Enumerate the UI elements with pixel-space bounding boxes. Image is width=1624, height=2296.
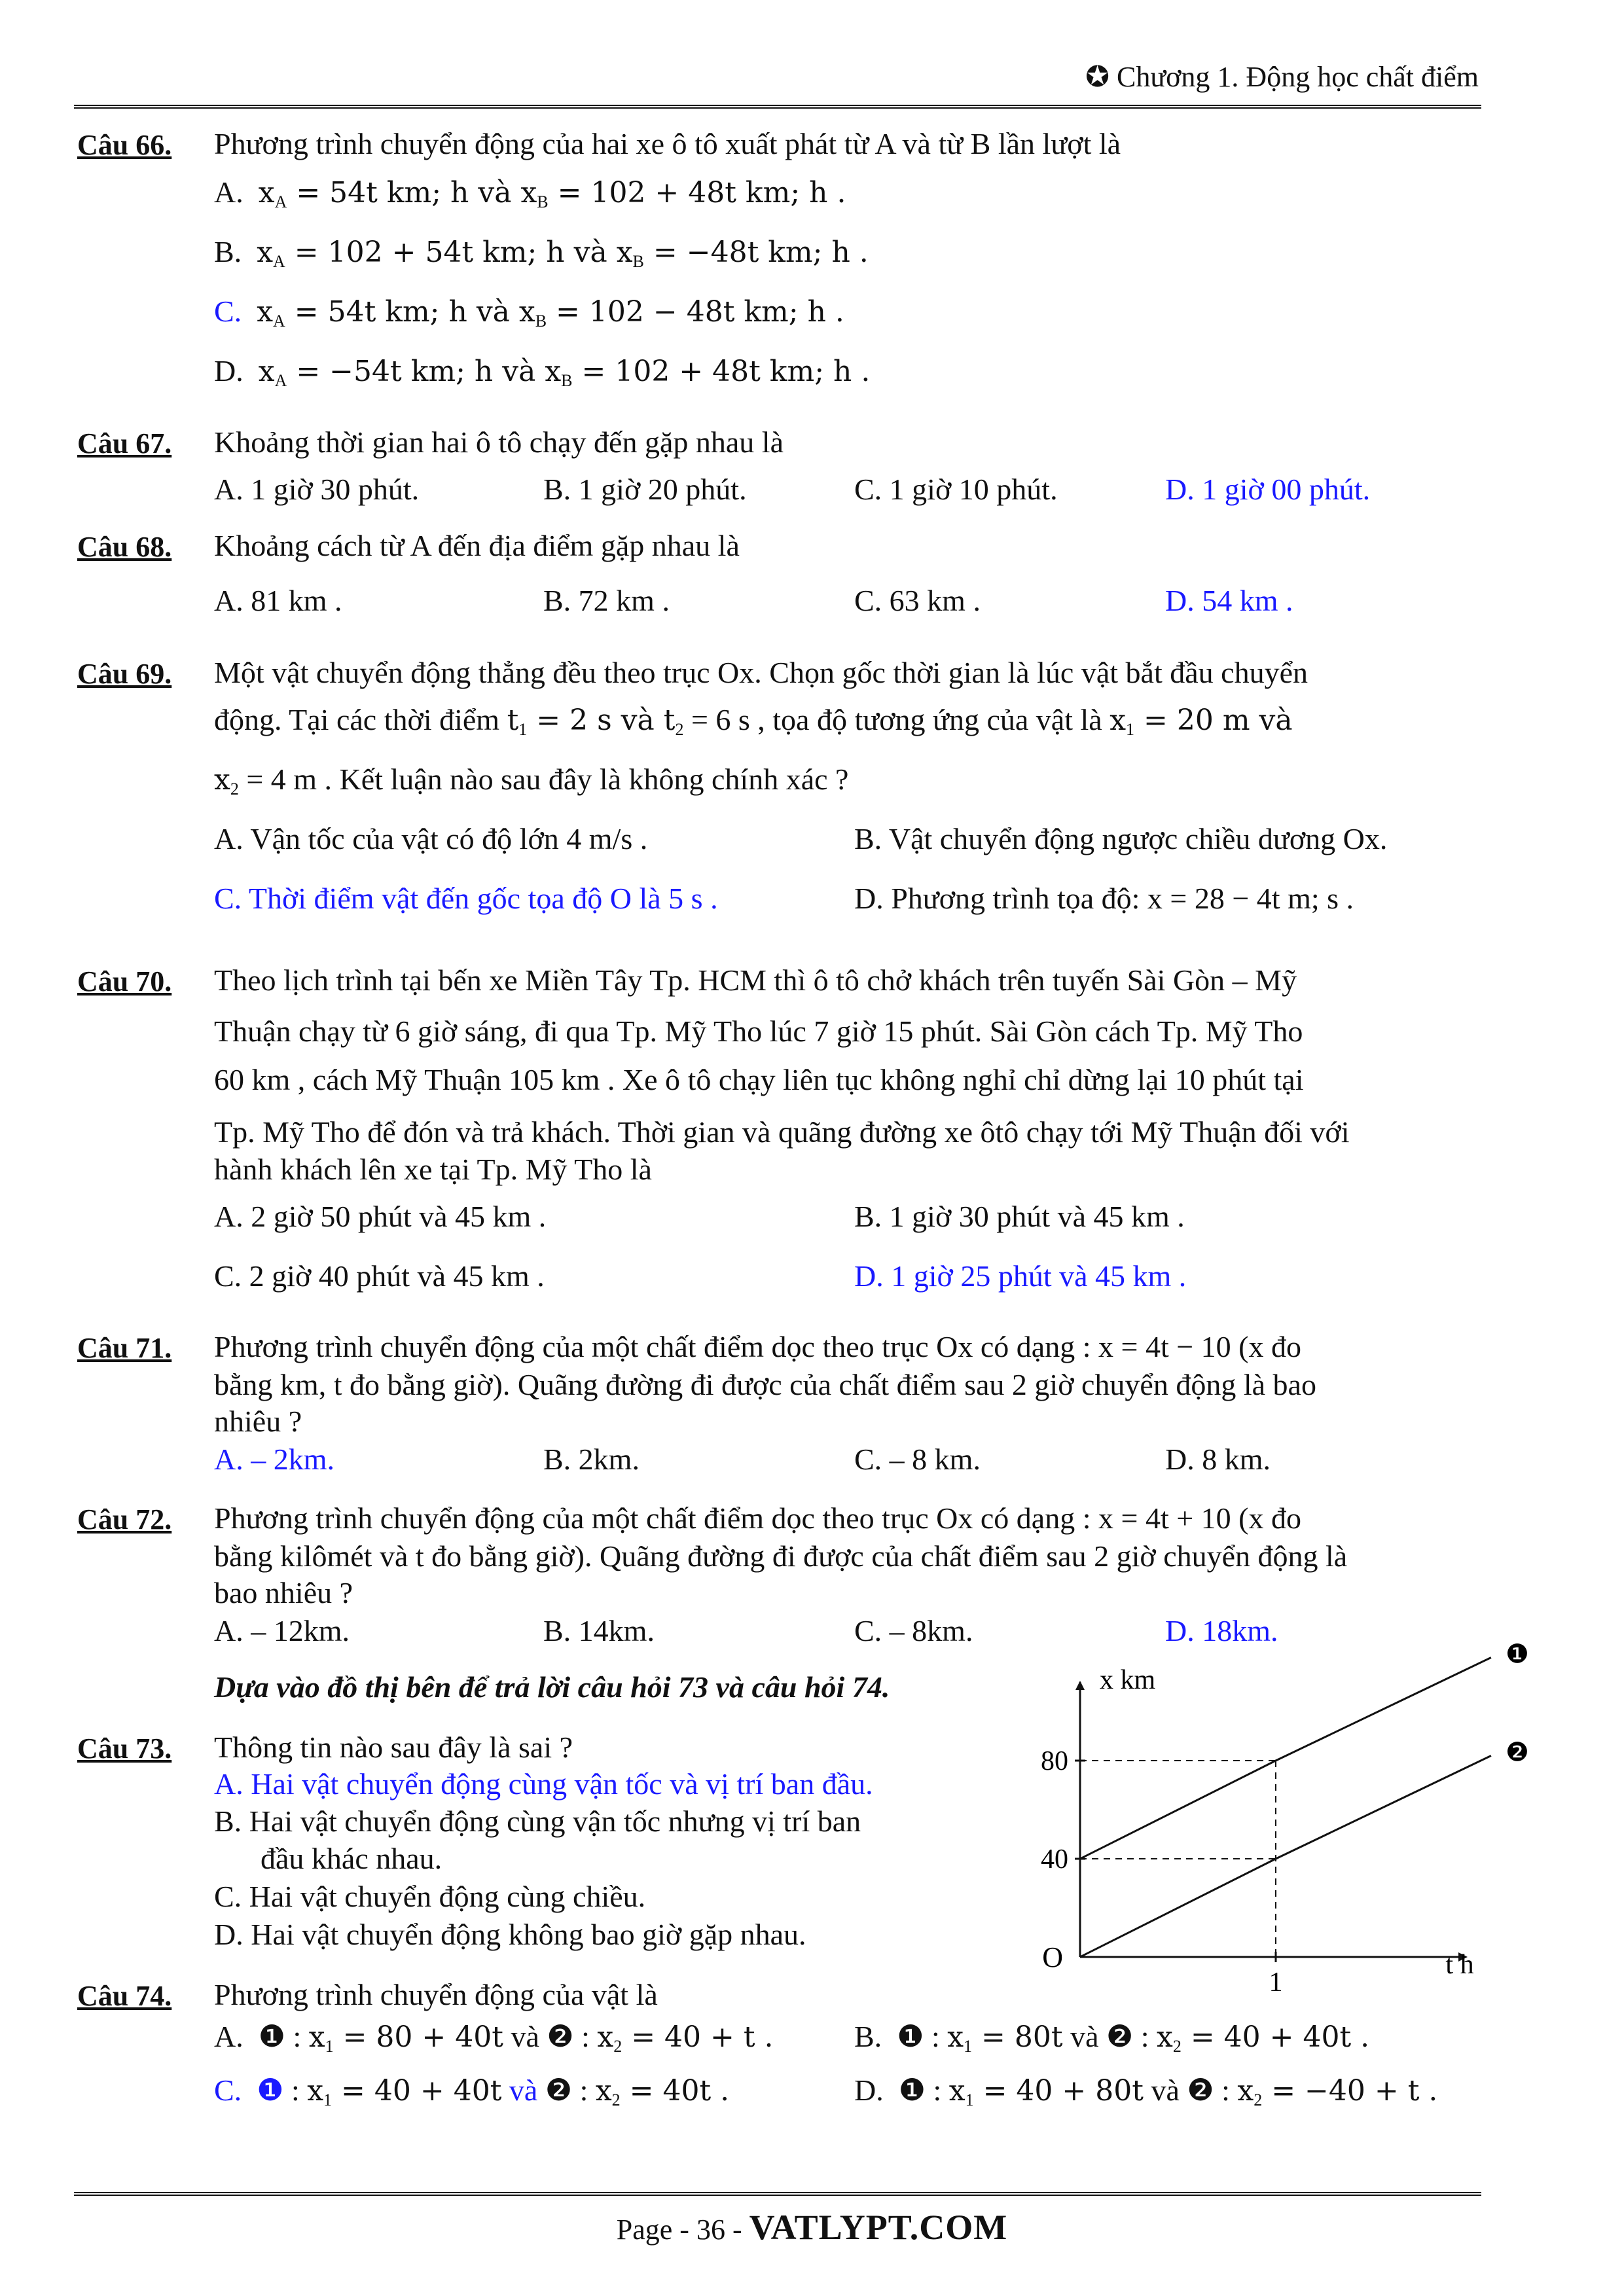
option-a: A. Hai vật chuyển động cùng vận tốc và vị trí ban đầu. (214, 1767, 873, 1801)
option-a: A. Vận tốc của vật có độ lớn 4 m/s . (214, 822, 648, 855)
series-marker-1: ❶ (1505, 1639, 1529, 1669)
series-marker-2: ❷ (1505, 1737, 1529, 1767)
question-label: Câu 72. (77, 1503, 172, 1535)
chapter-header (1085, 60, 1479, 94)
marker-2-icon: ❷ (1187, 2073, 1214, 2107)
question-label: Câu 68. (77, 531, 172, 563)
graph-instruction: Dựa vào đồ thị bên để trả lời câu hỏi 73 và câu hỏi 74. (214, 1670, 890, 1704)
option-d: D. $x_A = -54t$ km; h và $x_B = 102 + 48t$ km; h . (214, 354, 871, 390)
option-d: D. 18km. (1165, 1614, 1278, 1647)
question-label: Câu 67. (77, 427, 172, 459)
option-d: D. 1 giờ 00 phút. (1165, 473, 1371, 506)
site-brand: VATLYPT.COM (749, 2208, 1008, 2247)
question-text: Khoảng cách từ A đến địa điểm gặp nhau là (214, 529, 740, 562)
option-d: D. 54 km . (1165, 584, 1293, 617)
question-text: bao nhiêu ? (214, 1576, 353, 1609)
option-d: D. 1 giờ 25 phút và 45 km . (854, 1259, 1187, 1293)
star-icon: ✪ (1085, 61, 1110, 93)
option-c: C. 1 giờ 10 phút. (854, 473, 1058, 506)
x-axis-label: t h (1445, 1950, 1474, 1980)
option-b: B. ❶ : $x_1 = 80t$ và ❷ : $x_2 = 40 + 40t$ . (854, 2020, 1370, 2056)
question-text: Thuận chạy từ 6 giờ sáng, đi qua Tp. Mỹ Tho lúc 7 giờ 15 phút. Sài Gòn cách Tp. Mỹ Tho (214, 1014, 1303, 1048)
option-c: C. 2 giờ 40 phút và 45 km . (214, 1259, 545, 1293)
option-d: D. Hai vật chuyển động không bao giờ gặp nhau. (214, 1918, 806, 1951)
question-text: Phương trình chuyển động của hai xe ô tô xuất phát từ A và từ B lần lượt là (214, 127, 1121, 160)
marker-1-icon: ❶ (897, 2020, 924, 2053)
footer-rule (74, 2192, 1481, 2196)
option-a: A. 2 giờ 50 phút và 45 km . (214, 1200, 547, 1233)
option-a: A. ❶ : $x_1 = 80 + 40t$ và ❷ : $x_2 = 40 + t$ . (214, 2020, 774, 2056)
option-a: A. 81 km . (214, 584, 342, 617)
option-b-cont: đầu khác nhau. (261, 1842, 442, 1875)
option-a: A. – 12km. (214, 1614, 350, 1647)
option-c: C. 63 km . (854, 584, 981, 617)
question-text: nhiêu ? (214, 1405, 302, 1438)
option-d: D. 8 km. (1165, 1443, 1271, 1476)
option-d: D. Phương trình tọa độ: x = 28 − 4t m; s . (854, 882, 1354, 915)
option-c: C. – 8km. (854, 1614, 973, 1647)
option-a: A. 1 giờ 30 phút. (214, 473, 420, 506)
question-text: Khoảng thời gian hai ô tô chạy đến gặp nhau là (214, 425, 784, 459)
question-text: Thông tin nào sau đây là sai ? (214, 1731, 573, 1764)
question-label: Câu 66. (77, 129, 172, 161)
question-text: Phương trình chuyển động của một chất điểm dọc theo trục Ox có dạng : x = 4t + 10 (x đo (214, 1501, 1301, 1535)
header-rule (74, 105, 1481, 109)
marker-1-icon: ❶ (898, 2073, 926, 2107)
origin-label: O (1042, 1941, 1063, 1973)
marker-2-icon: ❷ (1106, 2020, 1134, 2053)
position-time-graph (1008, 1639, 1529, 1998)
option-c: C. Hai vật chuyển động cùng chiều. (214, 1880, 646, 1913)
x-tick-label: 1 (1269, 1967, 1283, 1998)
question-text: bằng kilômét và t đo bằng giờ). Quãng đường đi được của chất điểm sau 2 giờ chuyển động là (214, 1539, 1348, 1573)
marker-2-icon: ❷ (547, 2020, 574, 2053)
option-d: D. ❶ : $x_1 = 40 + 80t$ và ❷ : $x_2 = -40 + t$ . (854, 2073, 1438, 2109)
option-b: B. Vật chuyển động ngược chiều dương Ox. (854, 822, 1388, 855)
question-text: Theo lịch trình tại bến xe Miền Tây Tp. HCM thì ô tô chở khách trên tuyến Sài Gòn – Mỹ (214, 963, 1297, 997)
y-tick-label: 40 (1041, 1844, 1068, 1874)
question-text: Phương trình chuyển động của một chất điểm dọc theo trục Ox có dạng : x = 4t − 10 (x đo (214, 1330, 1301, 1363)
y-axis-label: x km (1100, 1665, 1156, 1695)
option-b: B. 2km. (543, 1443, 640, 1476)
option-a: A. – 2km. (214, 1443, 334, 1476)
question-label: Câu 71. (77, 1332, 172, 1364)
page-number: Page - 36 - (616, 2214, 742, 2246)
option-c: C. $x_A = 54t$ km; h và $x_B = 102 - 48t$ km; h . (214, 295, 844, 331)
question-text: $x_2 = 4$ m . Kết luận nào sau đây là không chính xác ? (214, 762, 849, 798)
option-b: B. 14km. (543, 1614, 655, 1647)
question-label: Câu 70. (77, 965, 172, 997)
option-b: B. 72 km . (543, 584, 670, 617)
question-label: Câu 74. (77, 1980, 172, 2012)
option-b: B. $x_A = 102 + 54t$ km; h và $x_B = -48t$ km; h . (214, 235, 869, 271)
option-a: A. $x_A = 54t$ km; h và $x_B = 102 + 48t$ km; h . (214, 175, 846, 211)
question-text: Phương trình chuyển động của vật là (214, 1978, 658, 2011)
question-text: bằng km, t đo bằng giờ). Quãng đường đi được của chất điểm sau 2 giờ chuyển động là bao (214, 1368, 1316, 1401)
marker-2-icon: ❷ (545, 2073, 573, 2107)
marker-1-icon: ❶ (257, 2073, 284, 2107)
option-c: C. Thời điểm vật đến gốc tọa độ O là 5 s . (214, 882, 718, 915)
marker-1-icon: ❶ (258, 2020, 285, 2053)
question-text: Một vật chuyển động thẳng đều theo trục Ox. Chọn gốc thời gian là lúc vật bắt đầu chuyển (214, 656, 1308, 689)
question-label: Câu 73. (77, 1732, 172, 1765)
option-b: B. Hai vật chuyển động cùng vận tốc nhưng vị trí ban (214, 1804, 861, 1838)
question-text: Tp. Mỹ Tho để đón và trả khách. Thời gian và quãng đường xe ôtô chạy tới Mỹ Thuận đối với (214, 1115, 1350, 1149)
option-c: C. – 8 km. (854, 1443, 981, 1476)
question-text: hành khách lên xe tại Tp. Mỹ Tho là (214, 1153, 652, 1186)
series-line-2 (1080, 1756, 1491, 1958)
y-tick-label: 80 (1041, 1746, 1068, 1776)
chapter-title: Chương 1. Động học chất điểm (1116, 61, 1479, 93)
page-footer (0, 2207, 1624, 2248)
option-b: B. 1 giờ 20 phút. (543, 473, 747, 506)
option-b: B. 1 giờ 30 phút và 45 km . (854, 1200, 1185, 1233)
question-text: 60 km , cách Mỹ Thuận 105 km . Xe ô tô chạy liên tục không nghỉ chỉ dừng lại 10 phút tại (214, 1063, 1304, 1096)
question-label: Câu 69. (77, 658, 172, 690)
option-c: C. ❶ : $x_1 = 40 + 40t$ và ❷ : $x_2 = 40t$ . (214, 2073, 730, 2109)
question-text: động. Tại các thời điểm $t_1 = 2$ s và $t_2 = 6$ s , tọa độ tương ứng của vật là $x_1 = 20$ m và (214, 703, 1293, 739)
